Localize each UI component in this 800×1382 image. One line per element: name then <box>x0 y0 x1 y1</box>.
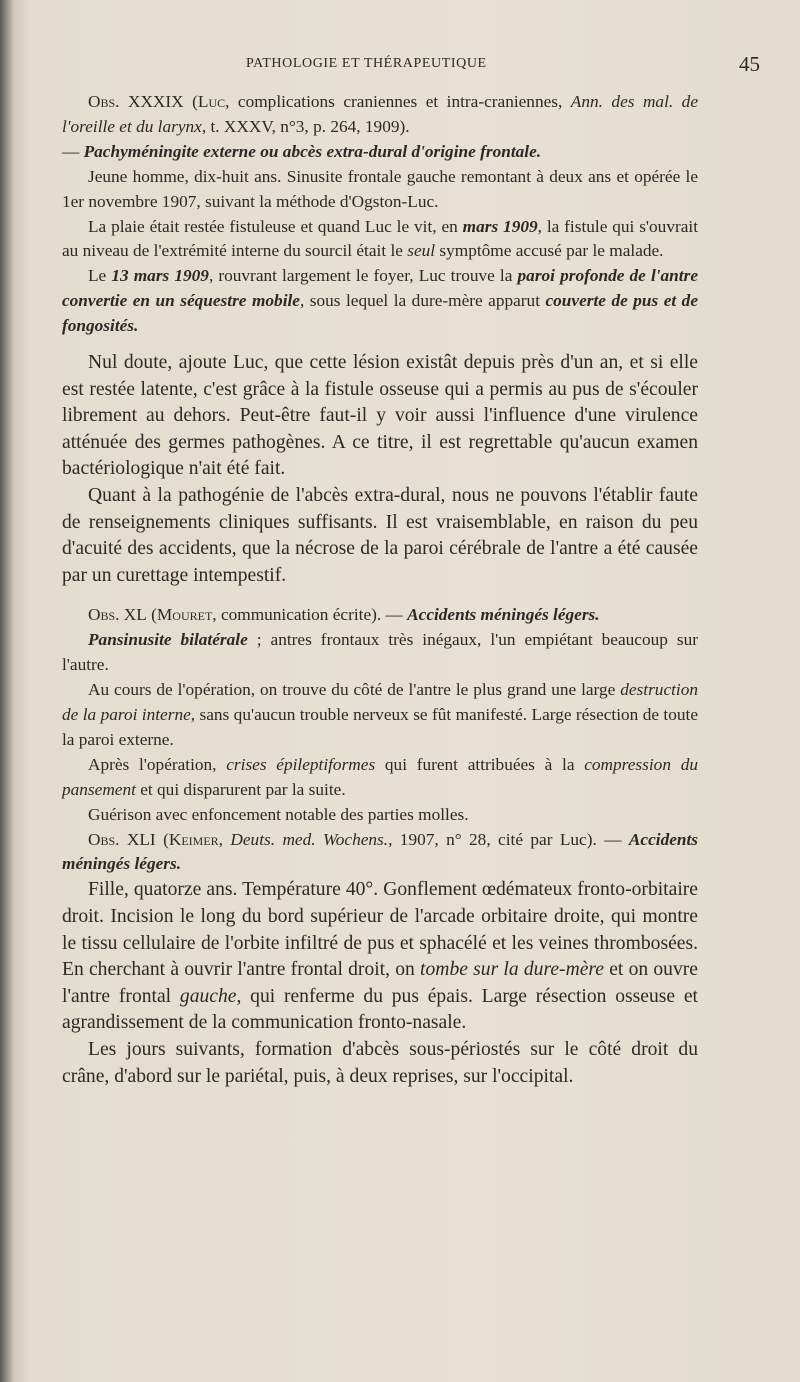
running-title: PATHOLOGIE ET THÉRAPEUTIQUE <box>246 56 487 71</box>
obs-41-p1-gauche: gauche <box>179 985 237 1007</box>
obs-40-p2-destruction: destruction de la paroi interne <box>62 680 698 725</box>
obs-39-p2-date: mars 1909 <box>462 216 538 236</box>
obs-39-p3-couverte: couverte de pus et de fongosités. <box>62 291 698 336</box>
obs-40-source: , communication écrite). — <box>212 605 408 625</box>
obs-39-p2-text-a: La plaie était restée fistuleuse et quand Luc le vit, en <box>88 216 463 236</box>
commentary-paragraph-2: Quant à la pathogénie de l'abcès extra-dural, nous ne pouvons l'établir faute de renseignements cliniques suffisants. Il est vraisemblable, en raison du peu d'acuité des accidents, que la nécrose de la paroi cérébrale de l'antre a été causée par un curettage intempestif. <box>62 485 698 586</box>
page-number: 45 <box>739 52 760 76</box>
obs-41-paragraph-2: Les jours suivants, formation d'abcès sous-périostés sur le côté droit du crâne, d'abord sur le pariétal, puis, à deux reprises, sur l'occipital. <box>62 1038 698 1087</box>
obs-39-p2-seul: seul <box>407 241 436 261</box>
obs-39-p3-text-b: , rouvrant largement le foyer, Luc trouve la <box>208 266 518 286</box>
obs-40-paragraph-4: Guérison avec enfoncement notable des parties molles. <box>88 804 469 824</box>
obs-41-author: Keimer <box>168 829 219 849</box>
obs-40-paragraph-1 <box>62 628 698 678</box>
obs-41-p1-tombe: tombe sur la dure-mère <box>420 959 605 981</box>
obs-39-author: Luc <box>197 92 226 111</box>
obs-39-p2-text-c: symptôme accusé par le malade. <box>435 241 664 261</box>
page-body <box>62 90 698 1090</box>
page-header <box>60 52 760 80</box>
obs-39-paragraph-3 <box>62 264 698 339</box>
obs-39-title: , complications craniennes et intra-craniennes, <box>225 92 563 111</box>
commentary-paragraph-1: Nul doute, ajoute Luc, que cette lésion existât depuis près d'un an, et si elle est restée latente, c'est grâce à la fistule osseuse qui a permis au pus de s'écouler librement au dehors. Peut-être faut-il y voir aussi l'influence d'une virulence atténuée des germes pathogènes. A ce titre, il est regrettable qu'aucun examen bactériologique n'ait été fait. <box>62 352 698 480</box>
obs-39-heading: Obs. XXXIX (Luc, complications craniennes et intra-craniennes, Ann. des mal. de l'oreille et du larynx, t. XXXV, n°3, p. 264, 1909). — Pachyméningite externe ou abcès extra-dural d'origine frontale. <box>62 92 698 161</box>
obs-41-citation: , 1907, n° 28, cité par Luc). — <box>388 829 629 849</box>
obs-40-p3-text-a: Après l'opération, <box>88 754 227 774</box>
obs-40-p1-rest: ; antres frontaux très inégaux, l'un empiétant beaucoup sur l'autre. <box>62 630 698 675</box>
obs-39-paragraph-2 <box>62 215 698 265</box>
obs-41-p1-text-a: Fille, quatorze ans. Température 40°. Gonflement œdémateux fronto-orbitaire droit. Incision le long du bord supérieur de l'arcade orbitaire droite, qui montre le tissu cellulaire de l'orbite infiltré de pus et sphacélé et les veines thrombosées. En cherchant à ouvrir l'antre frontal droit, on <box>62 879 698 981</box>
obs-40-p3-compression: compression du pansement <box>62 754 698 799</box>
obs-40-p1-head: Pansinusite bilatérale <box>88 630 248 650</box>
obs-39-citation: , t. XXXV, n°3, p. 264, 1909). <box>201 116 410 136</box>
obs-39-p3-text-a: Le <box>88 266 112 286</box>
obs-41-p1-text-b: et on ouvre l'antre frontal <box>62 959 698 1007</box>
obs-39-paragraph-1: Jeune homme, dix-huit ans. Sinusite frontale gauche remontant à deux ans et opérée le 1er novembre 1907, suivant la méthode d'Ogston-Luc. <box>62 166 698 211</box>
obs-40-paragraph-3 <box>62 753 698 803</box>
obs-39-journal: Ann. des mal. de l'oreille et du larynx <box>62 92 698 136</box>
obs-41-journal: Deuts. med. Wochens. <box>230 829 389 849</box>
obs-40-p3-crises: crises épileptiformes <box>226 754 376 774</box>
obs-39-p3-text-c: , sous lequel la dure-mère apparut <box>299 291 546 311</box>
obs-39-dash: — <box>62 141 84 161</box>
obs-40-p2-text-b: , sans qu'aucun trouble nerveux se fût manifesté. Large résection de toute la paroi externe. <box>62 705 698 749</box>
obs-40-paragraph-2 <box>62 678 698 753</box>
obs-40-heading: Obs. XL (Mouret, communication écrite). — Accidents méningés légers. <box>88 605 600 625</box>
obs-41-diagnosis: Accidents méningés légers. <box>62 829 699 874</box>
obs-39-p3-date: 13 mars 1909 <box>111 266 209 286</box>
obs-41-heading: Obs. XLI (Keimer, Deuts. med. Wochens., 1907, n° 28, cité par Luc). — Accidents méningés légers. <box>62 829 699 874</box>
obs-39-label: Obs. XXXIX <box>88 92 184 111</box>
obs-40-p3-text-c: et qui disparurent par la suite. <box>135 779 346 799</box>
obs-41-paragraph-1 <box>62 877 698 1037</box>
obs-39-p3-paroi: paroi profonde de l'antre convertie en un séquestre mobile <box>62 266 698 311</box>
obs-40-author: Mouret <box>156 605 213 625</box>
obs-40-diagnosis: Accidents méningés légers. <box>407 605 600 625</box>
obs-40-label: Obs. XL <box>88 605 147 625</box>
obs-40-p2-text-a: Au cours de l'opération, on trouve du côté de l'antre le plus grand une large <box>88 680 621 700</box>
obs-41-label: Obs. XLI <box>88 829 156 849</box>
obs-39-diagnosis: Pachyméningite externe ou abcès extra-dural d'origine frontale. <box>83 141 542 161</box>
obs-39-p2-text-b: , la fistule qui s'ouvrait au niveau de l'extrémité interne du sourcil était le <box>62 216 698 261</box>
obs-41-p1-text-c: , qui renferme du pus épais. Large résection osseuse et agrandissement de la communication fronto-nasale. <box>62 985 698 1034</box>
obs-40-p3-text-b: qui furent attribuées à la <box>375 754 585 774</box>
